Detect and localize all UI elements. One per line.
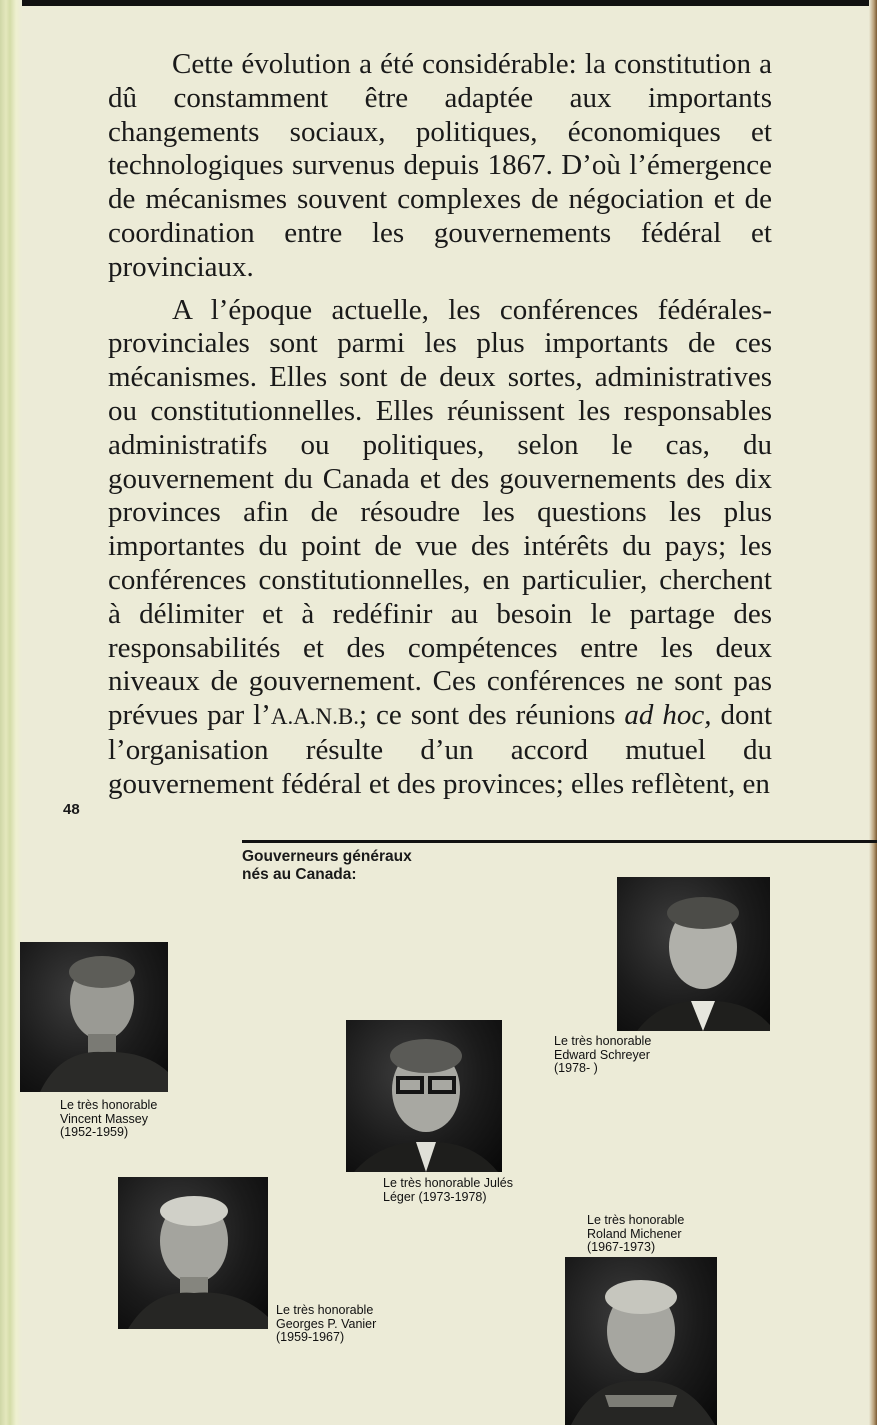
caption-title: Le très honorable xyxy=(587,1213,685,1227)
aanb-abbreviation: A.A.N.B. xyxy=(270,704,359,730)
section-heading xyxy=(242,848,502,884)
portrait-caption-schreyer xyxy=(554,1035,651,1076)
caption-term: (1978- ) xyxy=(554,1061,598,1075)
portrait-photo-schreyer xyxy=(617,877,770,1031)
caption-name: Vincent Massey xyxy=(60,1111,149,1126)
caption-term: Léger (1973-1978) xyxy=(383,1189,487,1204)
body-text xyxy=(108,48,772,802)
portrait-caption-massey xyxy=(60,1099,157,1140)
caption-title: Le très honorable Julés xyxy=(383,1176,513,1190)
caption-name: Edward Schreyer xyxy=(554,1047,650,1062)
section-rule xyxy=(242,840,877,843)
paragraph-2 xyxy=(108,294,772,802)
page-gutter xyxy=(0,0,22,1425)
portrait-photo-vanier xyxy=(118,1177,268,1329)
caption-name: Roland Michener xyxy=(587,1226,682,1241)
caption-name: Georges P. Vanier xyxy=(276,1316,377,1331)
section-heading-line-2: nés au Canada: xyxy=(242,866,357,883)
portrait-photo-massey xyxy=(20,942,168,1092)
portrait-caption-vanier xyxy=(276,1304,376,1345)
paragraph-1: Cette évolution a été considérable: la constitution a dû constamment être adaptée aux importants changements sociaux, politiques, économiques et technologiques survenus depuis 1867. D’où l’émergence de mécanismes souvent complexes de négociation et de coordination entre les gouvernements fédéral et provinciaux. xyxy=(108,48,772,283)
portrait-caption-leger xyxy=(383,1177,513,1204)
portrait-caption-michener xyxy=(587,1214,684,1255)
caption-title: Le très honorable xyxy=(276,1303,374,1317)
caption-title: Le très honorable xyxy=(60,1098,158,1112)
paragraph-2-part-b: ; ce sont des réunions xyxy=(359,699,625,732)
ad-hoc-italic: ad hoc, xyxy=(624,699,712,732)
portrait-photo-leger xyxy=(346,1020,502,1172)
caption-term: (1967-1973) xyxy=(587,1240,656,1254)
caption-title: Le très honorable xyxy=(554,1034,652,1048)
portrait-photo-michener xyxy=(565,1257,717,1425)
paragraph-2-part-c: dont l’organisation résulte d’un accord mutuel du gouvernement fédéral et des provinces; elles reflètent, en xyxy=(108,699,773,800)
paragraph-2-part-a: A l’époque actuelle, les conférences fédérales-provinciales sont parmi les plus importants de ces mécanismes. Elles sont de deux sortes, administratives ou constitutionnelles. Elles réunissent les responsables administratifs ou politiques, selon le cas, du gouvernement du Canada et des gouvernements des dix provinces afin de résoudre les questions les plus importantes du point de vue des intérêts du pays; les conférences constitutionnelles, en particulier, cherchent à délimiter et à redéfinir au besoin le partage des responsabilités et des compétences entre les deux niveaux de gouvernement. Ces conférences ne sont pas prévues par l’ xyxy=(108,293,772,732)
page-edge xyxy=(869,0,877,1425)
section-heading-line-1: Gouverneurs généraux xyxy=(242,848,412,865)
caption-term: (1952-1959) xyxy=(60,1125,129,1139)
top-edge xyxy=(0,0,877,6)
caption-term: (1959-1967) xyxy=(276,1330,345,1344)
page-number: 48 xyxy=(63,801,80,818)
